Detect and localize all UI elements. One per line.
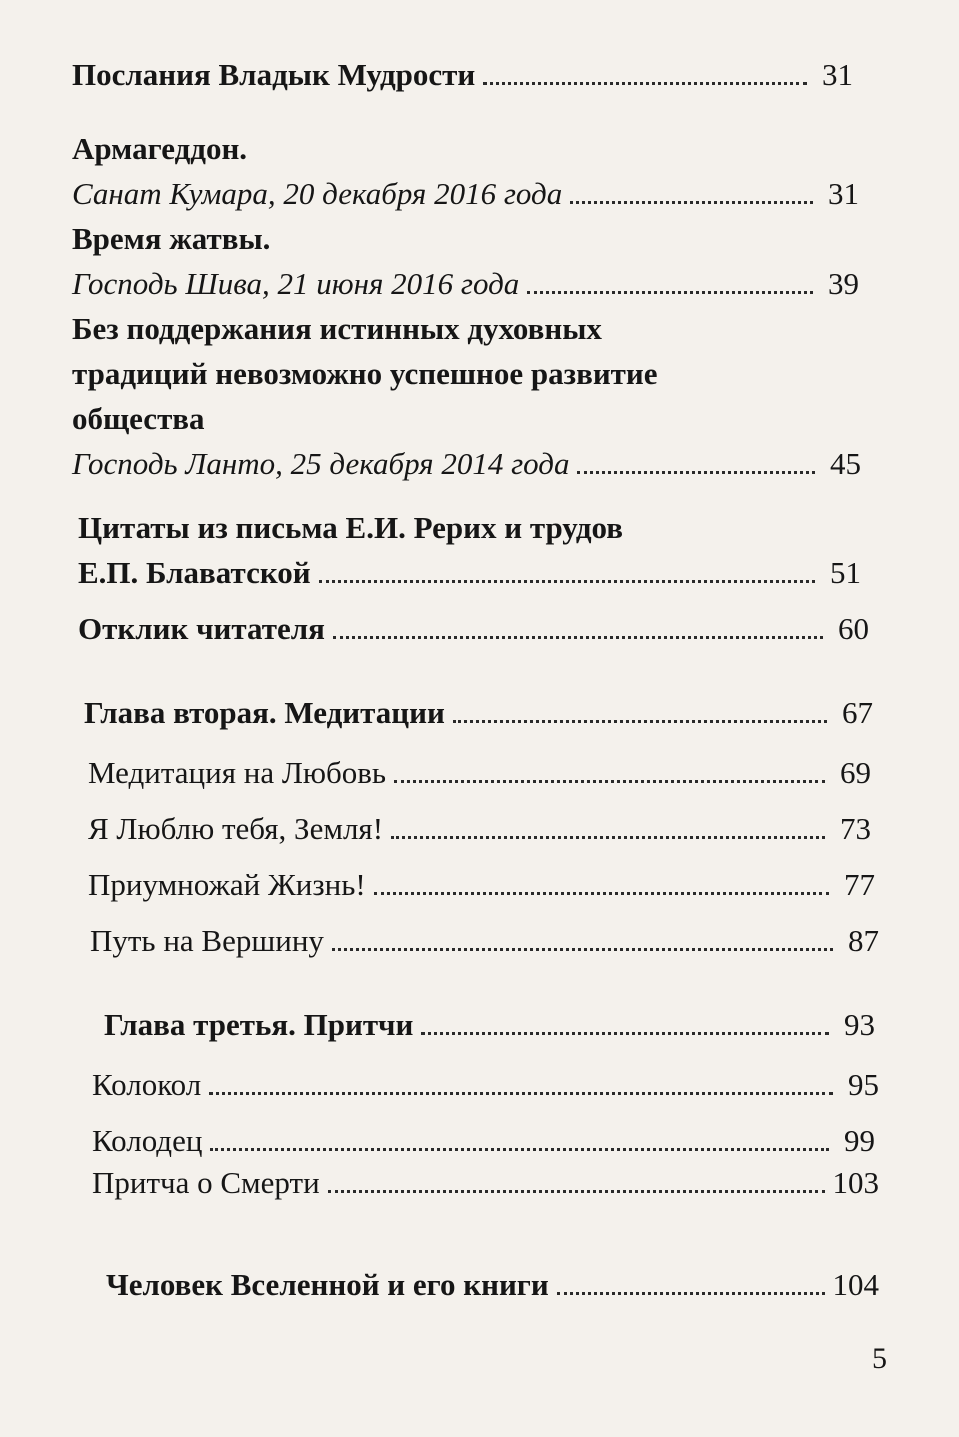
- toc-title: Отклик читателя: [78, 611, 325, 646]
- toc-line: [72, 261, 859, 306]
- dot-leader: [577, 471, 815, 474]
- toc-line: [78, 505, 861, 550]
- toc-line: [72, 52, 853, 97]
- toc-line: [88, 806, 871, 851]
- toc-title: традиций невозможно успешное развитие: [72, 356, 658, 391]
- toc-page-ref: 45: [830, 446, 861, 481]
- toc-line: [92, 1160, 879, 1205]
- dot-leader: [332, 948, 833, 951]
- toc-entry[interactable]: [72, 52, 853, 97]
- toc-page-ref: 77: [844, 867, 875, 902]
- toc-entry[interactable]: [106, 1262, 879, 1307]
- toc-title: Время жатвы.: [72, 221, 271, 256]
- toc-page-ref: 95: [848, 1067, 879, 1102]
- toc-title: общества: [72, 401, 205, 436]
- toc-line: [78, 606, 869, 651]
- toc-title: Армагеддон.: [72, 131, 248, 166]
- dot-leader: [453, 720, 827, 723]
- dot-leader: [570, 201, 813, 204]
- toc-entry[interactable]: [72, 126, 859, 216]
- toc-page-ref: 31: [828, 176, 859, 211]
- toc-title: Путь на Вершину: [90, 923, 324, 958]
- toc-entry[interactable]: [104, 1002, 875, 1047]
- dot-leader: [391, 836, 825, 839]
- toc-page-ref: 69: [840, 755, 871, 790]
- toc-title: Глава вторая. Медитации: [84, 695, 445, 730]
- toc-title: Господь Ланто, 25 декабря 2014 года: [72, 446, 570, 481]
- dot-leader: [421, 1032, 829, 1035]
- toc-line: [72, 216, 859, 261]
- toc-line: [88, 862, 875, 907]
- toc-line: [72, 171, 859, 216]
- toc-entry[interactable]: [92, 1160, 879, 1205]
- toc-entry[interactable]: [88, 806, 871, 851]
- dot-leader: [394, 780, 825, 783]
- dot-leader: [209, 1092, 833, 1095]
- toc-entry[interactable]: [88, 862, 875, 907]
- toc-page-ref: 60: [838, 611, 869, 646]
- toc-page-ref: 103: [832, 1165, 879, 1200]
- dot-leader: [527, 291, 813, 294]
- toc-line: [92, 1118, 875, 1163]
- dot-leader: [374, 892, 829, 895]
- toc-entry[interactable]: [78, 606, 869, 651]
- toc-page-ref: 39: [828, 266, 859, 301]
- toc-title: Цитаты из письма Е.И. Рерих и трудов: [78, 510, 623, 545]
- dot-leader: [333, 636, 823, 639]
- toc-line: [72, 126, 859, 171]
- toc-page-ref: 31: [822, 57, 853, 92]
- toc-line: [88, 750, 871, 795]
- toc-line: [72, 441, 861, 486]
- toc-line: [90, 918, 879, 963]
- toc-page-ref: 93: [844, 1007, 875, 1042]
- toc-line: [72, 396, 861, 441]
- toc-title: Притча о Смерти: [92, 1165, 320, 1200]
- toc-page-ref: 73: [840, 811, 871, 846]
- toc-title: Человек Вселенной и его книги: [106, 1267, 549, 1302]
- toc-title: Колодец: [92, 1123, 203, 1158]
- toc-entry[interactable]: [92, 1118, 875, 1163]
- toc-line: [92, 1062, 879, 1107]
- toc-title: Господь Шива, 21 июня 2016 года: [72, 266, 520, 301]
- dot-leader: [557, 1292, 825, 1295]
- toc-title: Медитация на Любовь: [88, 755, 387, 790]
- toc-entry[interactable]: [78, 505, 861, 595]
- toc-line: [84, 690, 873, 735]
- dot-leader: [210, 1148, 829, 1151]
- toc-page-ref: 104: [832, 1267, 879, 1302]
- toc-title: Санат Кумара, 20 декабря 2016 года: [72, 176, 563, 211]
- toc-line: [106, 1262, 879, 1307]
- toc-title: Глава третья. Притчи: [104, 1007, 414, 1042]
- toc-entry[interactable]: [72, 216, 859, 306]
- toc-title: Без поддержания истинных духовных: [72, 311, 602, 346]
- toc-page-ref: 87: [848, 923, 879, 958]
- toc-line: [104, 1002, 875, 1047]
- toc-entry[interactable]: [92, 1062, 879, 1107]
- toc-title: Е.П. Блаватской: [78, 555, 311, 590]
- toc-page-ref: 99: [844, 1123, 875, 1158]
- page-number: 5: [872, 1342, 887, 1375]
- toc-title: Послания Владык Мудрости: [72, 57, 476, 92]
- toc-line: [72, 306, 861, 351]
- dot-leader: [328, 1190, 825, 1193]
- toc-line: [72, 351, 861, 396]
- toc-title: Приумножай Жизнь!: [88, 867, 366, 902]
- toc-entry[interactable]: [84, 690, 873, 735]
- toc-page-ref: 51: [830, 555, 861, 590]
- toc-title: Я Люблю тебя, Земля!: [88, 811, 384, 846]
- toc-page-ref: 67: [842, 695, 873, 730]
- toc-entry[interactable]: [90, 918, 879, 963]
- toc-entry[interactable]: [72, 306, 861, 486]
- toc-line: [78, 550, 861, 595]
- toc-title: Колокол: [92, 1067, 202, 1102]
- toc-entry[interactable]: [88, 750, 871, 795]
- dot-leader: [483, 82, 807, 85]
- dot-leader: [319, 580, 815, 583]
